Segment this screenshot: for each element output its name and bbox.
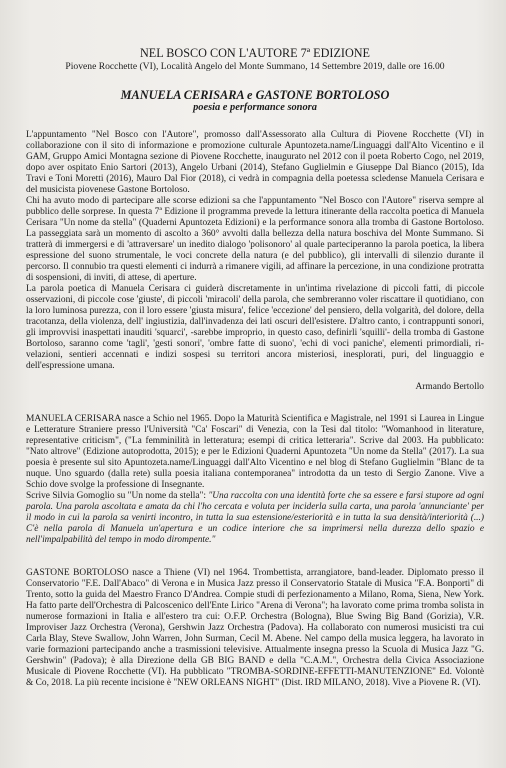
quote-text: "Una raccolta con una identità forte che sa essere e farsi stupore ad ogni parola. Una parola ascoltata e amata da chi l'ho cercata e voluta per inciderla sulla carta, una parola 'annunciante' per il modo in cui la parola sa venirti incontro, in tutta la sua estensione/esteriorità e in tutta la sua densità/interiorità (...) C'è nella parola di Manuela un'apertura e un codice interiore che sa imprimersi nella durezza dello spazio e nell'impalpabilità del tempo in modo dirompente." (26, 491, 484, 545)
event-tagline: poesia e performance sonora (193, 102, 317, 113)
bio-bortoloso-name: GASTONE BORTOLOSO (26, 568, 129, 578)
bio-cerisara (26, 414, 484, 491)
event-authors: MANUELA CERISARA e GASTONE BORTOLOSO (120, 88, 390, 102)
bio-cerisara-text: nasce a Schio nel 1965. Dopo la Maturità Scientifica e Magistrale, nel 1991 si Laurea in Lingue e Letterature Straniere presso l'Università "Ca' Foscari" di Venezia, con la Tesi dal titolo: "Womanhood in literature, representative criticism", ("La femminilità in letteratura; esempi di critica letteraria". Scrive dal 2003. Ha pubblicato: "Nato altrove" (Edizione autoprodotta, 2015); e per le Edizioni Quaderni Apuntozeta "Un nome da Stella" (2017). La sua poesia è presente sul sito Apuntozeta.name/Linguaggi dall'Alto Vicentino e nel blog di Stefano Guglielmin "Blanc de ta nuque. Uno sguardo (dalla rete) sulla poesia italiana contemporanea" introdotta da un testo di Sergio Zanone. Vive a Schio dove svolge la professione di Insegnante. (26, 414, 484, 490)
event-subtitle: Piovene Rocchette (VI), Località Angelo del Monte Summano, 14 Settembre 2019, dalle ore 16.00 (65, 61, 445, 72)
intro-paragraph-2: Chi ha avuto modo di partecipare alle scorse edizioni sa che l'appuntamento "Nel Bosco con l'Autore" riserva sempre al pubblico delle sorprese. In questa 7ª Edizione il programma prevede la lettura itinerante della raccolta poetica di Manuela Cerisara "Un nome da stella" (Quaderni Apuntozeta Edizioni) e la performance sonora alla tromba di Gastone Bortoloso. La passeggiata sarà un momento di ascolto a 360° avvolti dalla bellezza della natura boschiva del Monte Summano. Si tratterà di immergersi e di 'attraversare' un inedito dialogo 'polisonoro' al quale parteciperanno la parola poetica, la libera espressione del suono strumentale, le voci concrete della natura (e del pubblico), gli intervalli di silenzio durante il percorso. Il connubio tra questi elementi ci indurrà a rimanere vigili, ad affinare la percezione, in una condizione protratta di sospensioni, di inviti, di attese, di aperture. (26, 196, 484, 283)
signature: Armando Bertollo (415, 382, 484, 392)
intro-paragraph-3: La parola poetica di Manuela Cerisara ci guiderà discretamente in un'intima rivelazione di piccoli fatti, di piccole osservazioni, di piccole cose 'giuste', di piccoli 'miracoli' della parola, che sembreranno voler riscattare il quotidiano, con la loro luminosa purezza, con il loro essere 'giusta misura', felice 'eccezione' del pensiero, della volgarità, del dolore, della tracotanza, della violenza, dell' ingiustizia, dall'invadenza dei lati oscuri dell'esistere. D'altro canto, i contrappunti sonori, gli improvvisi inaspettati inauditi 'squarci', -sarebbe improprio, in questo caso, definirli 'squilli'- della tromba di Gastone Bortoloso, saranno come 'tagli', 'gesti sonori', 'ombre fatte di suono', 'echi di voci paniche', elementi primordiali, ri-velazioni, sentieri accennati e indizi sospesi su territori ancora misteriosi, inesplorati, puri, del linguaggio e dell'espressione umana. (26, 284, 484, 371)
event-title: NEL BOSCO CON L'AUTORE 7ª EDIZIONE (140, 46, 370, 60)
bio-cerisara-name: MANUELA CERISARA (26, 414, 121, 424)
bio-bortoloso (26, 568, 484, 689)
intro-paragraph-1: L'appuntamento "Nel Bosco con l'Autore", promosso dall'Assessorato alla Cultura di Piovene Rocchette (VI) in collaborazione con il sito di informazione e promozione culturale Apuntozeta.name/Linguaggi dall'Alto Vicentino e il GAM, Gruppo Amici Montagna sezione di Piovene Rocchette, inaugurato nel 2012 con il poeta Roberto Cogo, nel 2019, dopo aver ospitato Enio Sartori (2013), Angelo Urbani (2014), Stefano Guglielmin e Giuseppe Dal Bianco (2015), Ida Travi e Toni Moretti (2016), Mauro Dal Fior (2018), ci vedrà in compagnia della poetessa scledense Manuela Cerisara e del musicista piovenese Gastone Bortoloso. (26, 130, 484, 195)
quote-intro: Scrive Silvia Gomoglio su "Un nome da stella": (26, 491, 209, 501)
bio-bortoloso-text: nasce a Thiene (VI) nel 1964. Trombettista, arrangiatore, band-leader. Diplomato presso il Conservatorio "F.E. Dall'Abaco" di Verona e in Musica Jazz presso il Conservatorio Statale di Musica "F.A. Bonporti" di Trento, sotto la guida del Maestro Franco D'Andrea. Compie studi di perfezionamento a Milano, Roma, Siena, New York. Ha fatto parte dell'Orchestra di Palcoscenico dell'Ente Lirico "Arena di Verona"; ha lavorato come prima tromba solista in numerose formazioni in Italia e all'estero tra cui: O.F.P. Orchestra (Bologna), Blue Swing Big Band (Gorizia), V.R. Improviser Jazz Orchestra (Verona), Gershwin Jazz Orchestra (Padova). Ha collaborato con numerosi musicisti tra cui Carla Blay, Steve Swallow, John Warren, John Surman, Cecil M. Abene. Nel campo della musica leggera, ha lavorato in varie formazioni partecipando anche a trasmissioni televisive. Attualmente insegna presso la Scuola di Musica Jazz "G. Gershwin" (Padova); è alla Direzione della GB BIG BAND e della "C.A.M.", Orchestra della Civica Associazione Musicale di Piovene Rocchette (VI). Ha pubblicato "TROMBA-SORDINE-EFFETTI-MANUTENZIONE" Ed. Volontè & Co, 2018. La più recente incisione è "NEW ORLEANS NIGHT" (Dist. IRD MILANO, 2018). Vive a Piovene R. (VI). (26, 568, 484, 688)
bio-cerisara-quote-paragraph (26, 491, 484, 546)
